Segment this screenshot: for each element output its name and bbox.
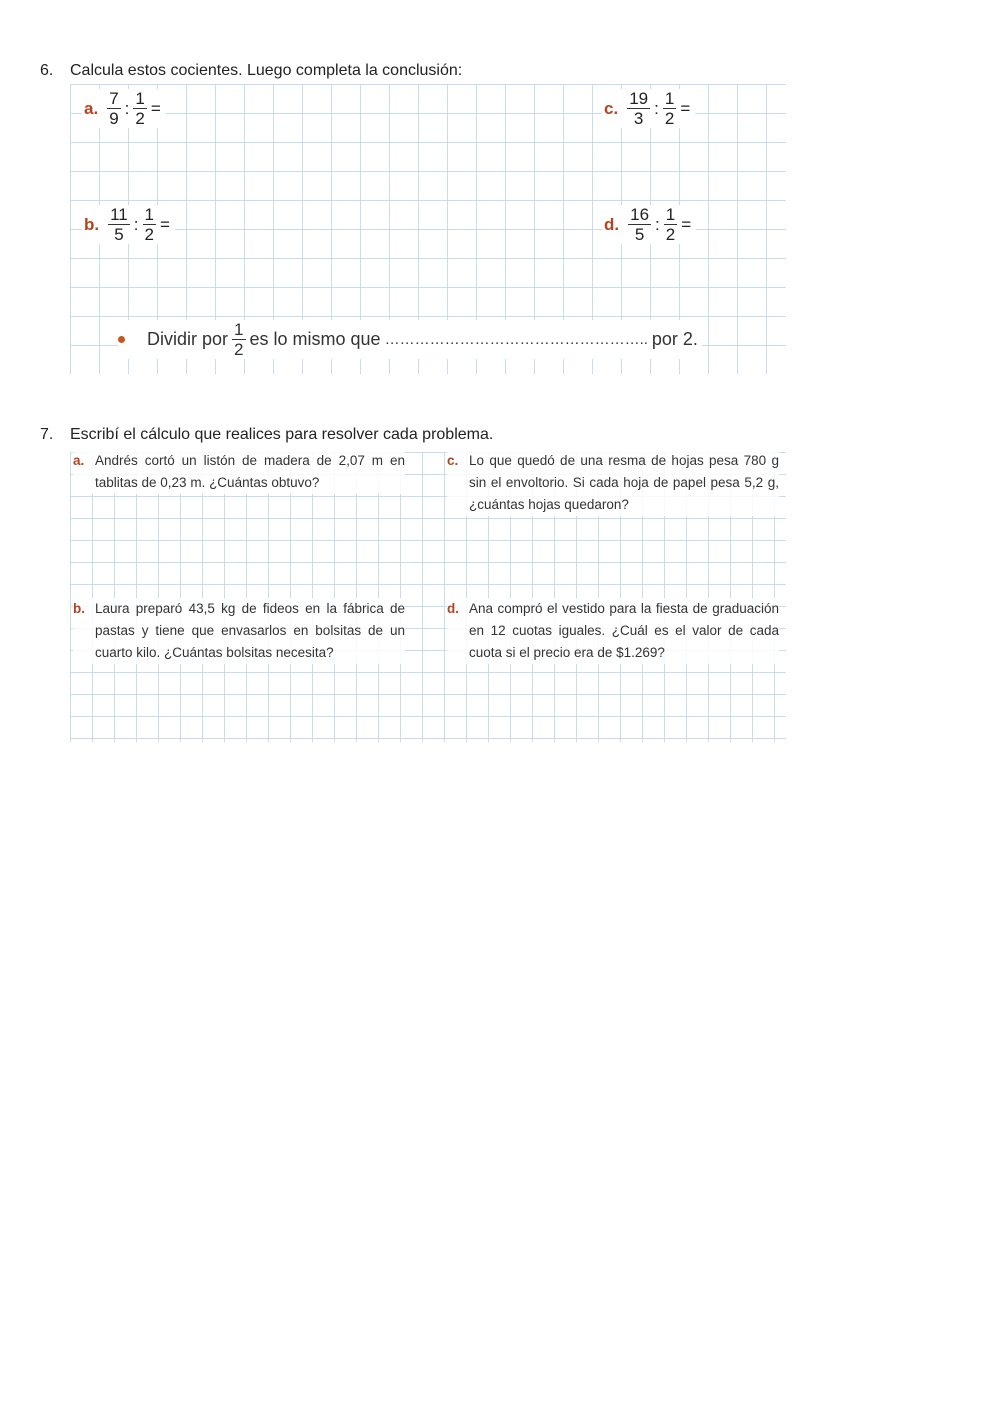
fraction: $\frac{1}{2}$ (665, 205, 676, 244)
exercise-6-text: Calcula estos cocientes. Luego completa la conclusión: (70, 62, 463, 79)
exercise-6-item-c: c. $\frac{19}{3}$ : $\frac{1}{2}$ = (602, 89, 695, 128)
exercise-6-number: 6. (40, 62, 54, 79)
exercise-6-title (40, 62, 462, 80)
fraction: $\frac{1}{2}$ (664, 89, 675, 128)
fraction: $\frac{7}{9}$ (109, 89, 119, 128)
exercise-6-conclusion: Dividir por $\frac{1}{2}$ es lo mismo que …………………………………………….. por 2. (118, 320, 702, 359)
bullet-icon (118, 336, 125, 343)
fraction: $\frac{1}{2}$ (234, 320, 244, 359)
fraction: $\frac{1}{2}$ (135, 89, 145, 128)
exercise-6-item-b: b. $\frac{11}{5}$ : $\frac{1}{2}$ = (82, 205, 175, 244)
exercise-7-text: Escribí el cálculo que realices para resolver cada problema. (70, 426, 494, 443)
exercise-7-problem-d: d. Ana compró el vestido para la fiesta de graduación en 12 cuotas iguales. ¿Cuál es el valor de cada cuota si el precio era de $1.269? (447, 598, 779, 664)
answer-blank[interactable]: …………………………………………….. (384, 331, 648, 348)
fraction: $\frac{11}{5}$ (110, 205, 128, 244)
exercise-6-item-a: a. $\frac{7}{9}$ : $\frac{1}{2}$ = (82, 89, 166, 128)
exercise-7-title (40, 426, 493, 444)
fraction: $\frac{19}{3}$ (629, 89, 649, 128)
exercise-6-item-d: d. $\frac{16}{5}$ : $\frac{1}{2}$ = (602, 205, 696, 244)
exercise-7-problem-c: c. Lo que quedó de una resma de hojas pesa 780 g sin el envoltorio. Si cada hoja de papel pesa 5,2 g, ¿cuántas hojas quedaron? (447, 450, 779, 516)
fraction: $\frac{16}{5}$ (630, 205, 650, 244)
fraction: $\frac{1}{2}$ (144, 205, 154, 244)
exercise-7-problem-a: a. Andrés cortó un listón de madera de 2,07 m en tablitas de 0,23 m. ¿Cuántas obtuvo? (73, 450, 405, 494)
exercise-7-number: 7. (40, 426, 54, 443)
exercise-7-problem-b: b. Laura preparó 43,5 kg de fideos en la fábrica de pastas y tiene que envasarlos en bolsitas de un cuarto kilo. ¿Cuántas bolsitas necesita? (73, 598, 405, 664)
